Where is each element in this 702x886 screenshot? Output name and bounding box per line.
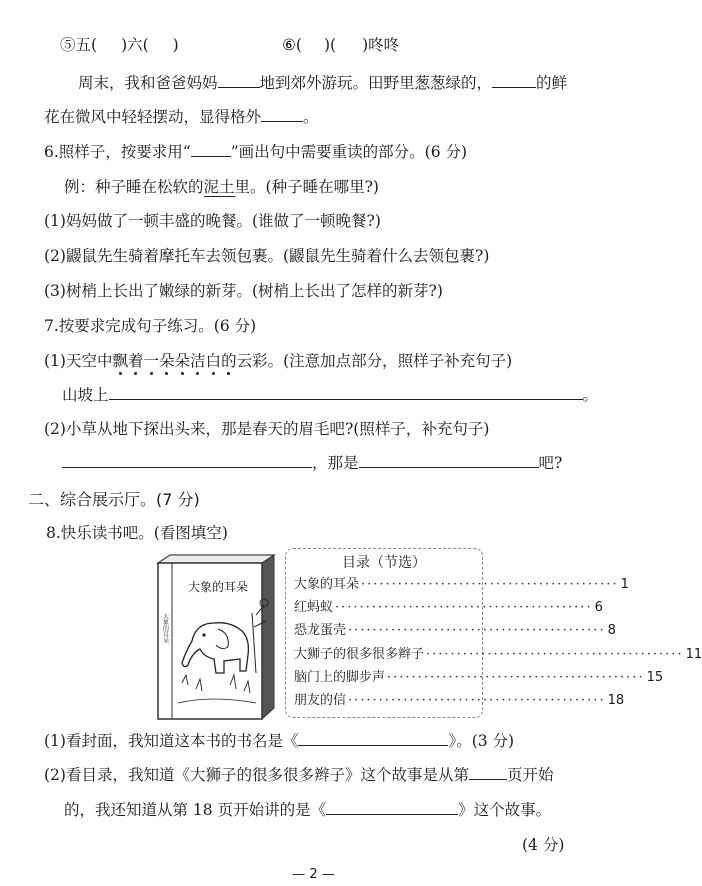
toc-entry: 脑门上的脚步声 ·········································· 15 (294, 670, 664, 685)
answer-blank[interactable] (298, 730, 448, 746)
q7-title: 7.按要求完成句子练习。(6 分) (44, 317, 257, 335)
q5-paragraph-line1: 周末，我和爸爸妈妈 地到郊外游玩。田野里葱葱绿的， 的鲜 (78, 74, 568, 92)
answer-blank[interactable] (218, 72, 260, 88)
q6-example: 例：种子睡在松软的泥土里。(种子睡在哪里?) (64, 178, 379, 196)
q8-item-1: (1)看封面，我知道这本书的书名是《 》。(3 分) (44, 732, 515, 750)
q5-item-6: ⑥( )( )咚咚 (282, 36, 400, 54)
answer-blank[interactable] (469, 764, 507, 780)
q7-item-2: (2)小草从地下探出头来，那是春天的眉毛吧?(照样子，补充句子) (44, 420, 490, 438)
answer-blank[interactable] (359, 452, 539, 468)
answer-blank[interactable] (492, 72, 536, 88)
toc-entry: 恐龙蛋壳 ·········································· 8 (294, 623, 616, 638)
toc-entry: 红蚂蚁 ·········································· 6 (294, 600, 603, 615)
answer-blank[interactable] (261, 106, 303, 122)
q6-item-2: (2)鼹鼠先生骑着摩托车去领包裹。(鼹鼠先生骑着什么去领包裹?) (44, 247, 490, 265)
book-cover-illustration (152, 553, 282, 723)
q6-item-3: (3)树梢上长出了嫩绿的新芽。(树梢上长出了怎样的新芽?) (44, 282, 443, 300)
toc-title: 目录（节选） (342, 555, 426, 571)
toc-entry: 大象的耳朵 ·········································· 1 (294, 577, 629, 592)
q7-item-1: (1)天空中飘着一朵朵洁白的云彩。(注意加点部分，照样子补充句子) (44, 352, 513, 370)
q7-answer-line-1: 山坡上 。 (62, 386, 599, 404)
answer-blank[interactable] (62, 452, 312, 468)
toc-entry: 大狮子的很多很多辫子 ·········································· 11 (294, 647, 702, 662)
q8-title: 8.快乐读书吧。(看图填空) (46, 524, 228, 542)
answer-blank[interactable] (109, 384, 583, 400)
book-cover-title: 大象的耳朵 (187, 580, 249, 594)
q5-paragraph-line2: 花在微风中轻轻摆动，显得格外 。 (44, 108, 319, 126)
table-of-contents (285, 548, 702, 718)
section-2-title: 二、综合展示厅。(7 分) (28, 490, 200, 509)
page-number: — 2 — (292, 867, 335, 882)
q8-item-2: (2)看目录，我知道《大狮子的很多很多辫子》这个故事是从第 页开始 (44, 766, 554, 784)
underline-sample (191, 141, 231, 157)
toc-entry: 朋友的信 ·········································· 18 (294, 693, 625, 708)
q5-item-5: ⑤五( )六( ) (60, 36, 179, 54)
q6-title: 6.照样子，按要求用“ ”画出句中需要重读的部分。(6 分) (44, 143, 468, 161)
dotted-phrase: 飘着一朵朵洁白的 (112, 352, 237, 370)
q8-item-2-cont: 的，我还知道从第 18 页开始讲的是《 》这个故事。 (64, 801, 552, 819)
q7-answer-line-2: ，那是 吧? (62, 452, 562, 474)
q8-item-2-score: (4 分) (522, 836, 565, 854)
answer-blank[interactable] (326, 799, 458, 815)
q6-item-1: (1)妈妈做了一顿丰盛的晚餐。(谁做了一顿晚餐?) (44, 212, 381, 230)
book-spine-text: 大象的耳朵 (161, 613, 169, 643)
